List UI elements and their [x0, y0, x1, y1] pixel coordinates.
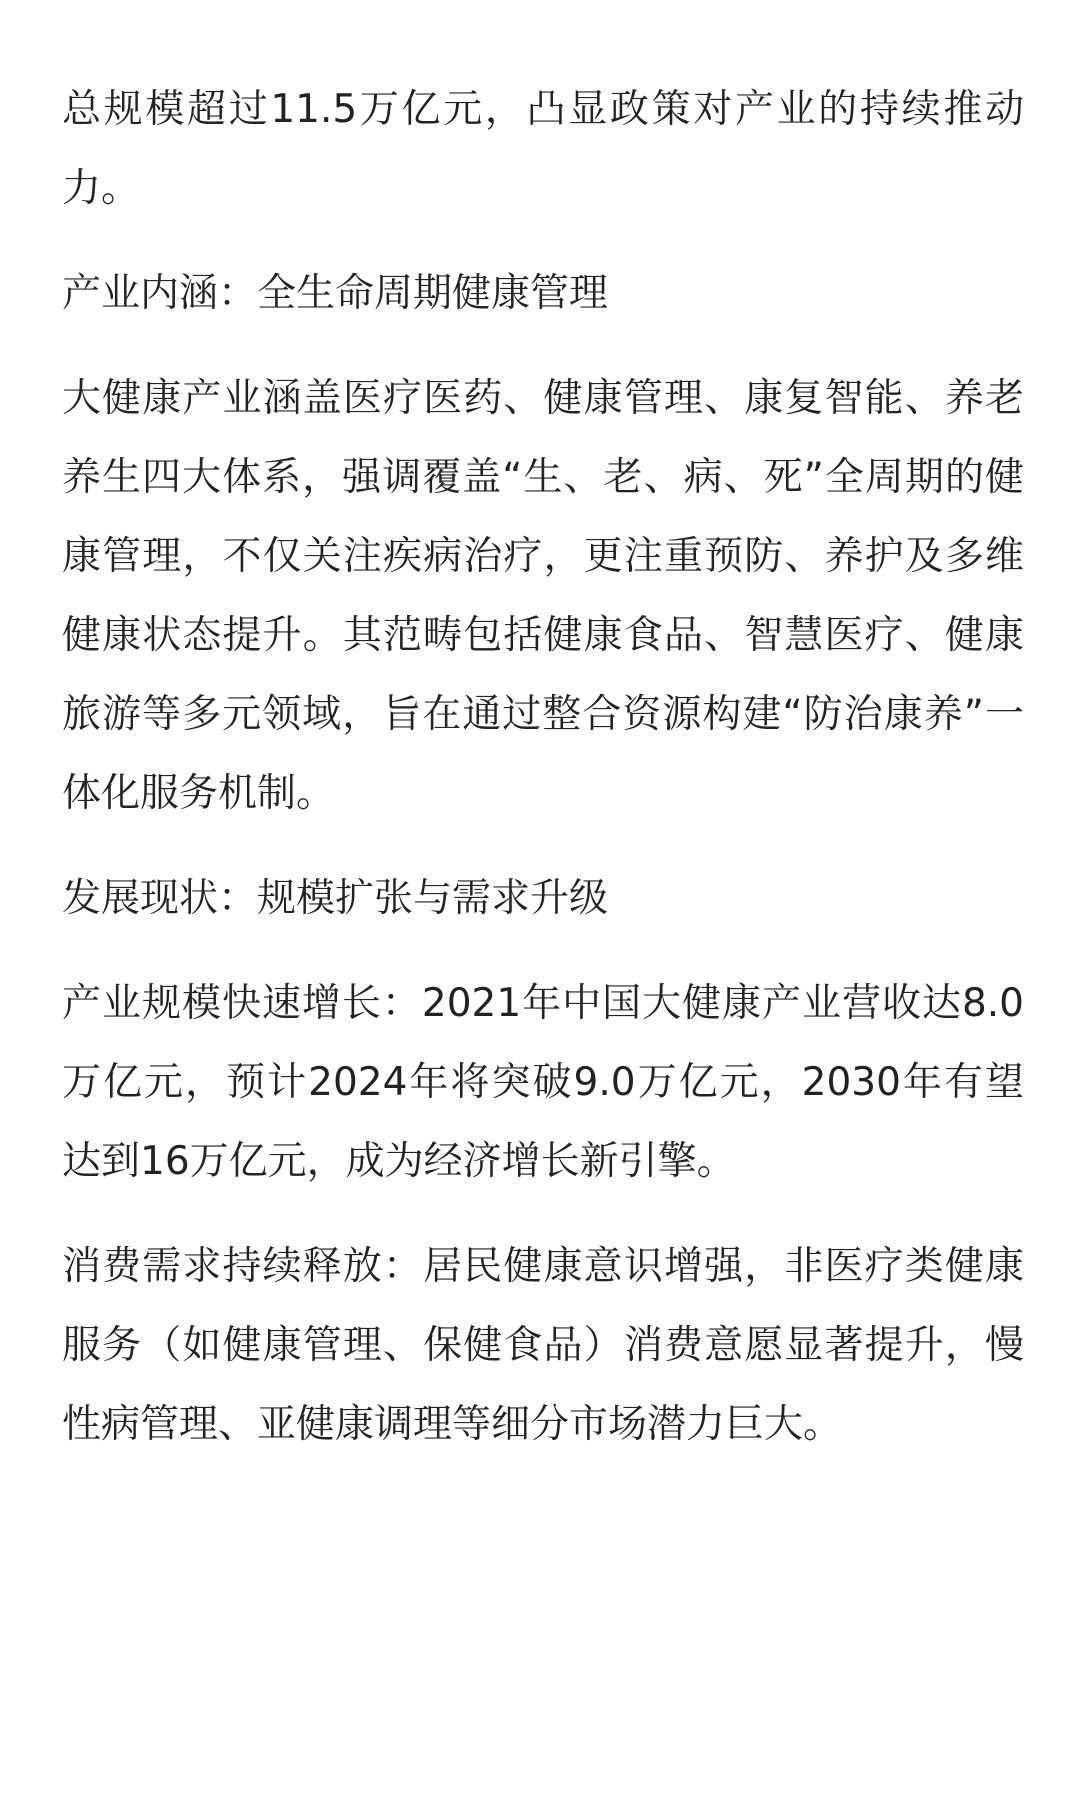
section-heading-development-status: 发展现状：规模扩张与需求升级 — [62, 876, 609, 921]
article-body — [62, 70, 1024, 1490]
paragraph-policy-impact: 总规模超过11.5万亿元，凸显政策对产业的持续推动力。 — [62, 87, 1024, 211]
paragraph-consumer-demand: 消费需求持续释放：居民健康意识增强，非医疗类健康服务（如健康管理、保健食品）消费意愿显著提升，慢性病管理、亚健康调理等细分市场潜力巨大。 — [62, 1244, 1024, 1447]
paragraph-industry-scale: 产业规模快速增长：2021年中国大健康产业营收达8.0万亿元，预计2024年将突破9.0万亿元，2030年有望达到16万亿元，成为经济增长新引擎。 — [62, 981, 1024, 1184]
paragraph-industry-scope: 大健康产业涵盖医疗医药、健康管理、康复智能、养老养生四大体系，强调覆盖“生、老、病、死”全周期的健康管理，不仅关注疾病治疗，更注重预防、养护及多维健康状态提升。其范畴包括健康食品、智慧医疗、健康旅游等多元领域，旨在通过整合资源构建“防治康养”一体化服务机制。 — [62, 376, 1024, 816]
section-heading-industry-connotation: 产业内涵：全生命周期健康管理 — [62, 271, 609, 316]
